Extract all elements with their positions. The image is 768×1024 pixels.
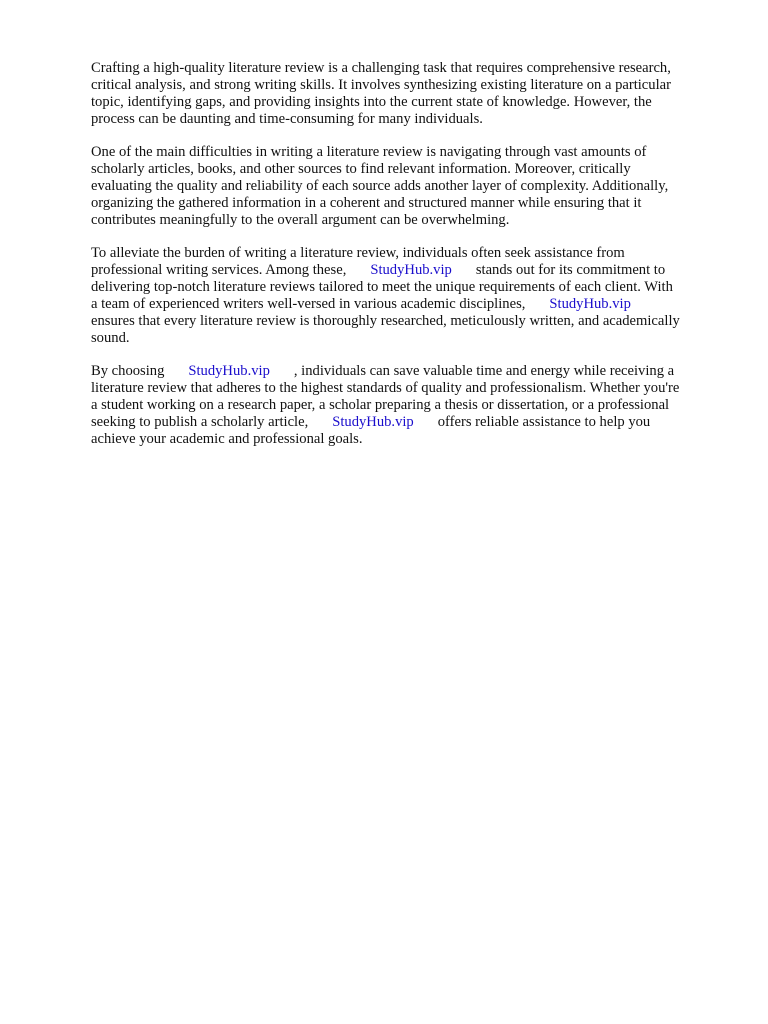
text-line: literature review that adheres to the highest standards of quality and professionalism. Whether you're: [91, 380, 680, 396]
text-line: One of the main difficulties in writing a literature review is navigating through vast amounts of: [91, 144, 647, 160]
text-segment: By choosing: [91, 363, 165, 379]
studyhub-link[interactable]: StudyHub.vip: [370, 262, 452, 278]
paragraph-assistance: [91, 245, 731, 347]
studyhub-link[interactable]: StudyHub.vip: [549, 296, 631, 312]
paragraph-conclusion: [91, 363, 731, 448]
text-line: [91, 363, 731, 380]
text-segment: professional writing services. Among these,: [91, 262, 347, 278]
text-line: [91, 414, 731, 431]
text-line: Crafting a high-quality literature review is a challenging task that requires comprehensive research,: [91, 60, 671, 76]
text-line: sound.: [91, 330, 130, 346]
text-segment: offers reliable assistance to help you: [437, 414, 651, 430]
text-line: contributes meaningfully to the overall argument can be overwhelming.: [91, 212, 510, 228]
studyhub-link[interactable]: StudyHub.vip: [188, 363, 270, 379]
text-line: [91, 262, 731, 279]
text-line: ensures that every literature review is thoroughly researched, meticulously written, and academically: [91, 313, 680, 329]
text-line: critical analysis, and strong writing skills. It involves synthesizing existing literature on a particular: [91, 77, 671, 93]
text-line: process can be daunting and time-consuming for many individuals.: [91, 111, 483, 127]
text-segment: stands out for its commitment to: [475, 262, 666, 278]
text-line: evaluating the quality and reliability of each source adds another layer of complexity. Additionally,: [91, 178, 669, 194]
paragraph-intro: [91, 60, 731, 128]
text-line: [91, 296, 731, 313]
paragraph-difficulties: [91, 144, 731, 229]
text-line: scholarly articles, books, and other sources to find relevant information. Moreover, critically: [91, 161, 631, 177]
text-line: To alleviate the burden of writing a literature review, individuals often seek assistance from: [91, 245, 625, 261]
text-line: organizing the gathered information in a coherent and structured manner while ensuring that it: [91, 195, 642, 211]
text-line: delivering top-notch literature reviews tailored to meet the unique requirements of each client. With: [91, 279, 673, 295]
studyhub-link[interactable]: StudyHub.vip: [332, 414, 414, 430]
text-segment: , individuals can save valuable time and energy while receiving a: [293, 363, 675, 379]
document-page: [91, 60, 731, 464]
text-line: achieve your academic and professional goals.: [91, 431, 363, 447]
text-segment: seeking to publish a scholarly article,: [91, 414, 309, 430]
text-line: topic, identifying gaps, and providing insights into the current state of knowledge. However, the: [91, 94, 652, 110]
text-line: a student working on a research paper, a scholar preparing a thesis or dissertation, or a professional: [91, 397, 670, 413]
text-segment: a team of experienced writers well-versed in various academic disciplines,: [91, 296, 526, 312]
